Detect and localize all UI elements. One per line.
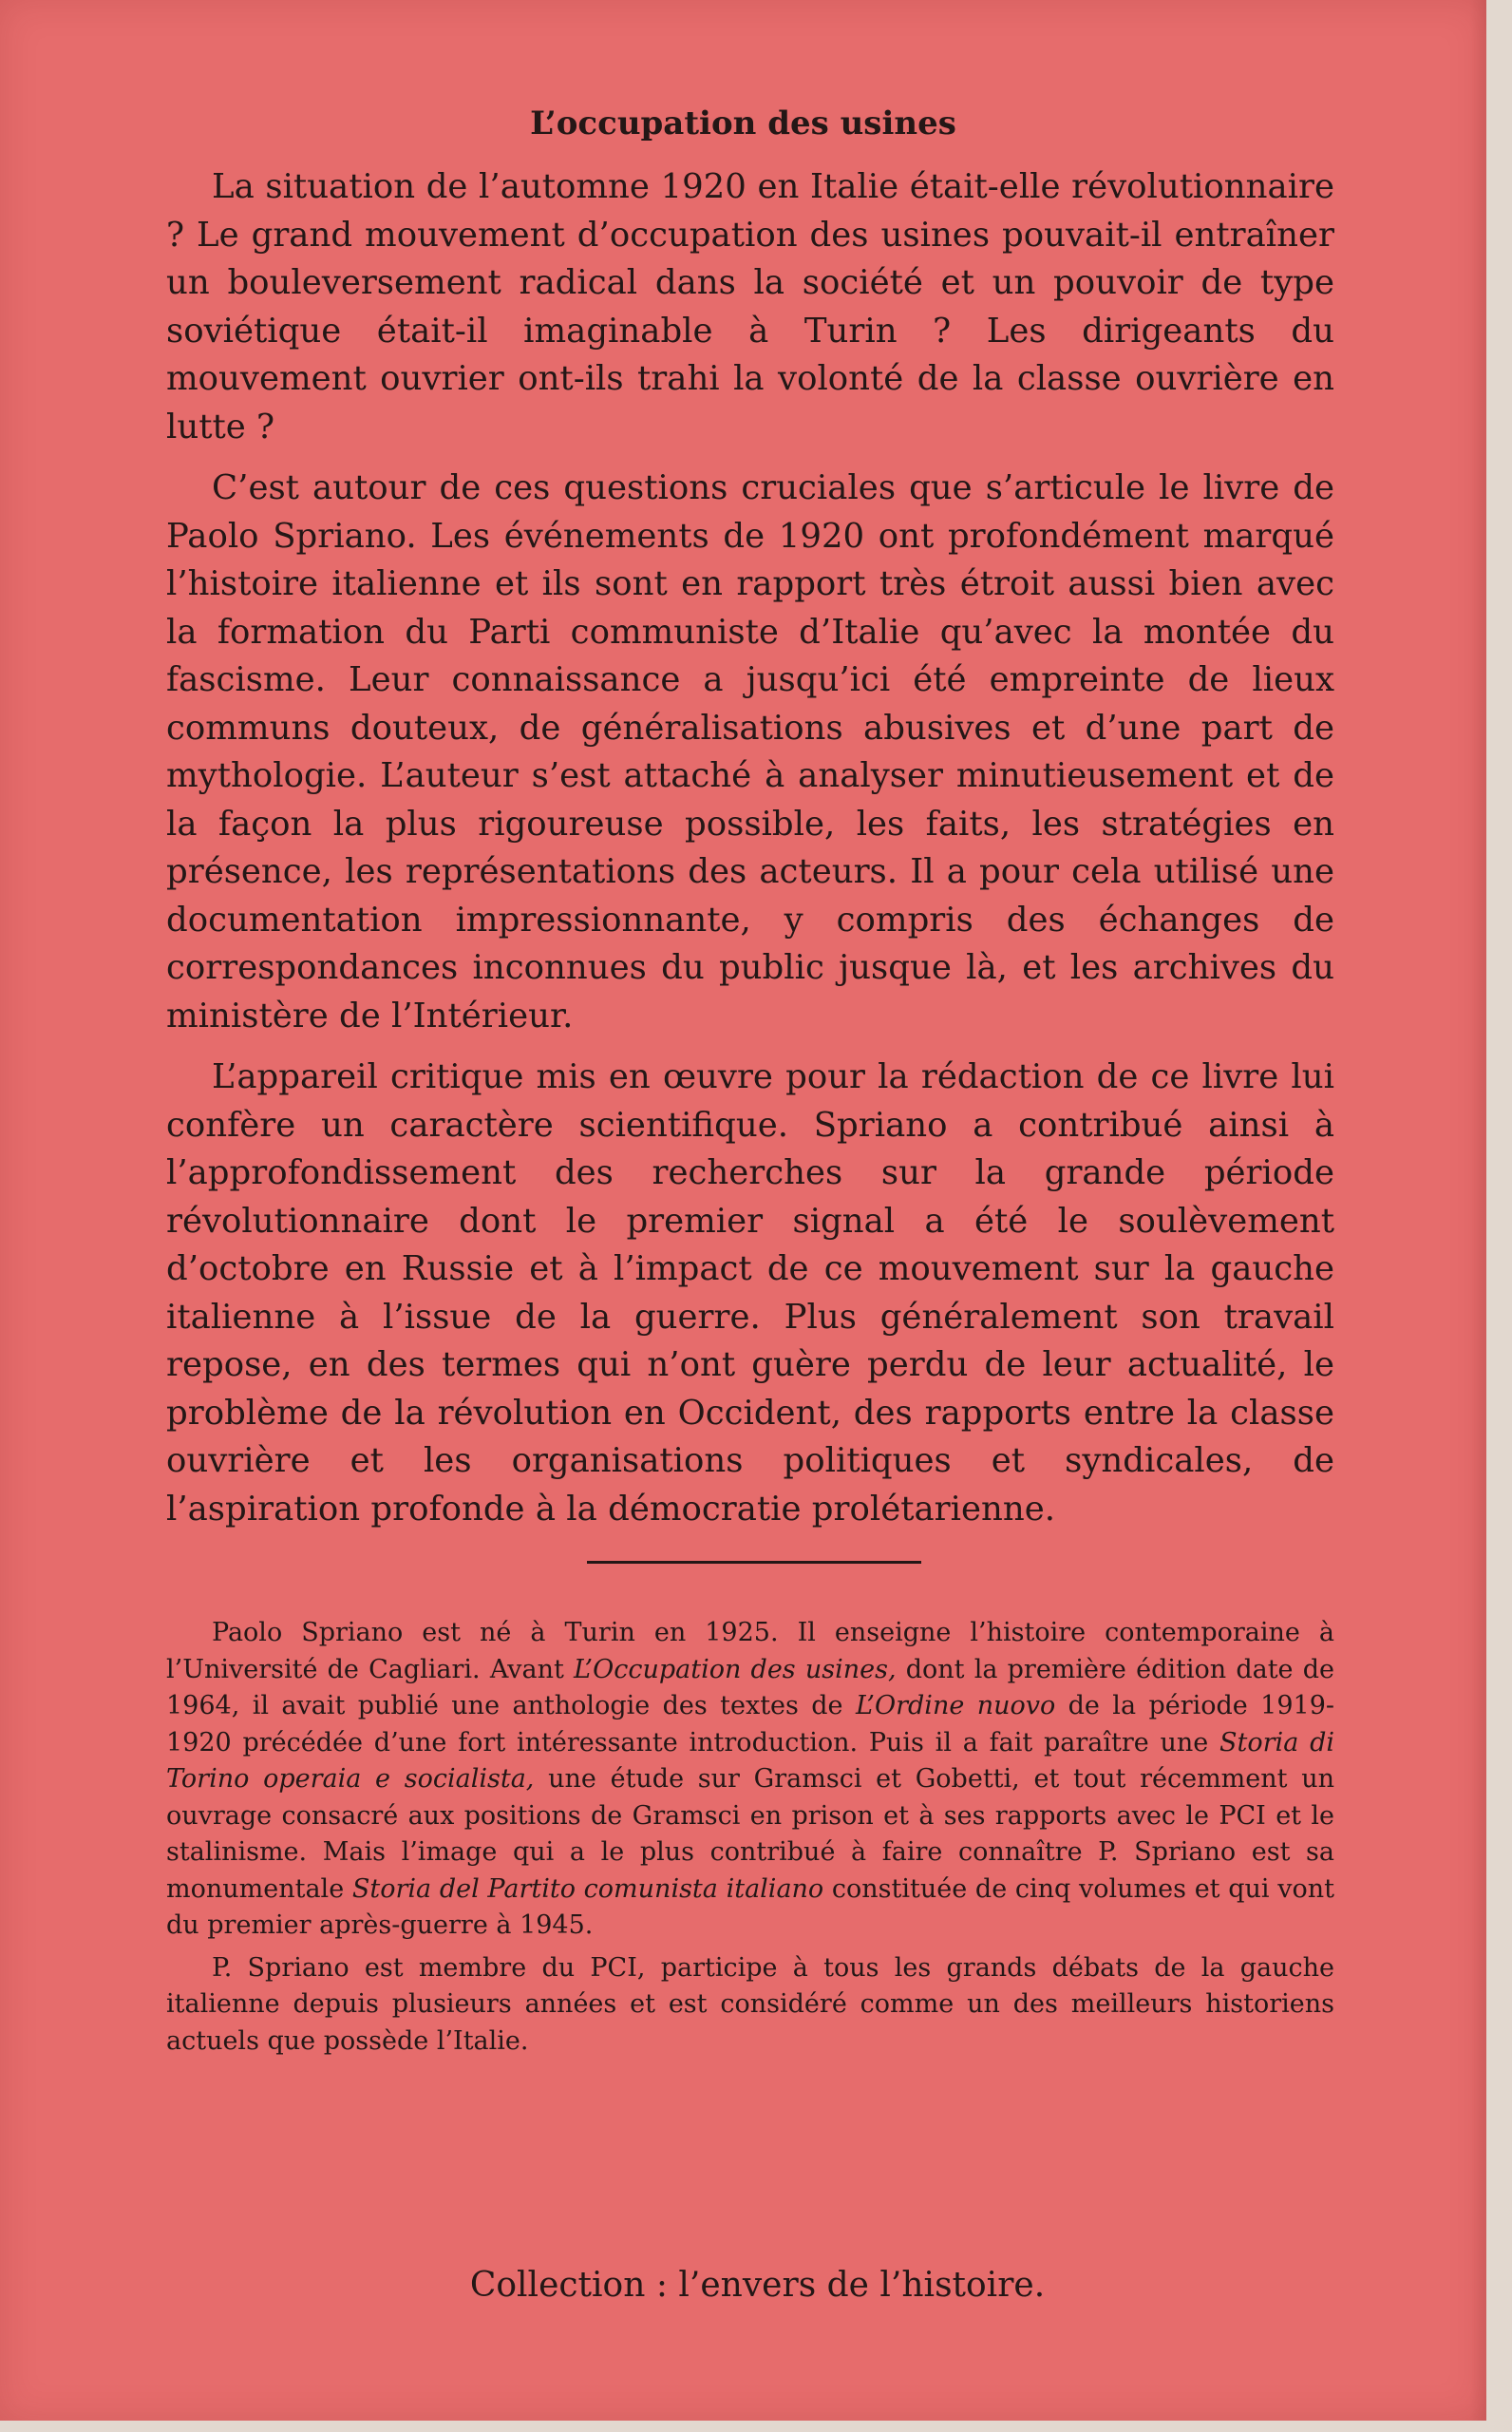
blurb bbox=[166, 163, 1334, 1547]
blurb-paragraph-3: L’appareil critique mis en œuvre pour la rédaction de ce livre lui confère un caractère scientifique. Spriano a contribué ainsi à l’approfondissement des recherches sur la grande période révolutionnaire dont le premier signal a été le soulèvement d’octobre en Russie et à l’impact de ce mouvement sur la gauche italienne à l’issue de la guerre. Plus généralement son travail repose, en des termes qui n’ont guère perdu de leur actualité, le problème de la révolution en Occident, des rapports entre la classe ouvrière et les organisations politiques et syndicales, de l’aspiration profonde à la démocratie prolétarienne. bbox=[166, 1057, 1334, 1529]
bio-title-italic: Storia del Partito comunista italiano bbox=[351, 1873, 824, 1904]
bio-text: de la période 1919-1920 précédée d’une fort intéressante introduction. Puis il a fait paraître une bbox=[166, 1691, 1334, 1758]
blurb-paragraph-2: C’est autour de ces questions cruciales que s’articule le livre de Paolo Spriano. Les événements de 1920 ont profondément marqué l’histoire italienne et ils sont en rapport très étroit aussi bien avec la formation du Parti communiste d’Italie qu’avec la montée du fascisme. Leur connaissance a jusqu’ici été empreinte de lieux communs douteux, de généralisations abusives et d’une part de mythologie. L’auteur s’est attaché à analyser minutieusement et de la façon la plus rigoureuse possible, les faits, les stratégies en présence, les représentations des acteurs. Il a pour cela utilisé une documentation impressionnante, y compris des échanges de correspondances inconnues du public jusque là, et les archives du ministère de l’Intérieur. bbox=[166, 468, 1334, 1036]
bio-text: Paolo Spriano est né à Turin en 1925. Il enseigne l’histoire contemporaine à l’Université de Cagliari. Avant bbox=[166, 1618, 1334, 1684]
bio-text: une étude sur Gramsci et Gobetti, et tout récemment un ouvrage consacré aux positions de Gramsci en prison et à ses rapports avec le PCI et le stalinisme. Mais l’image qui a le plus contribué à faire connaître P. Spriano est sa monumentale bbox=[166, 1764, 1334, 1904]
blurb-paragraph-1: La situation de l’automne 1920 en Italie était-elle révolutionnaire ? Le grand mouvement d’occupation des usines pouvait-il entraîner un bouleversement radical dans la société et un pouvoir de type soviétique était-il imaginable à Turin ? Les dirigeants du mouvement ouvrier ont-ils trahi la volonté de la classe ouvrière en lutte ? bbox=[166, 167, 1334, 446]
author-bio-paragraph-2: P. Spriano est membre du PCI, participe à tous les grands débats de la gauche italienne depuis plusieurs années et est considéré comme un des meilleurs historiens actuels que possède l’Italie. bbox=[166, 1952, 1334, 2056]
bio-title-italic: L’Occupation des usines, bbox=[574, 1654, 897, 1684]
book-heading: L’occupation des usines bbox=[530, 104, 956, 142]
bio-text: constituée de cinq volumes et qui vont du premier après-guerre à 1945. bbox=[166, 1873, 1334, 1940]
author-bio-paragraph-1 bbox=[166, 1615, 1334, 1945]
divider bbox=[587, 1561, 921, 1564]
bio-title-italic: L’Ordine nuovo bbox=[855, 1691, 1056, 1720]
bio-title-italic: Storia di Torino operaia e socialista, bbox=[166, 1727, 1334, 1794]
author-bio bbox=[166, 1615, 1334, 2065]
collection-line: Collection : l’envers de l’histoire. bbox=[469, 2266, 1046, 2305]
bio-text: dont la première édition date de 1964, il avait publié une anthologie des textes de bbox=[166, 1654, 1334, 1720]
